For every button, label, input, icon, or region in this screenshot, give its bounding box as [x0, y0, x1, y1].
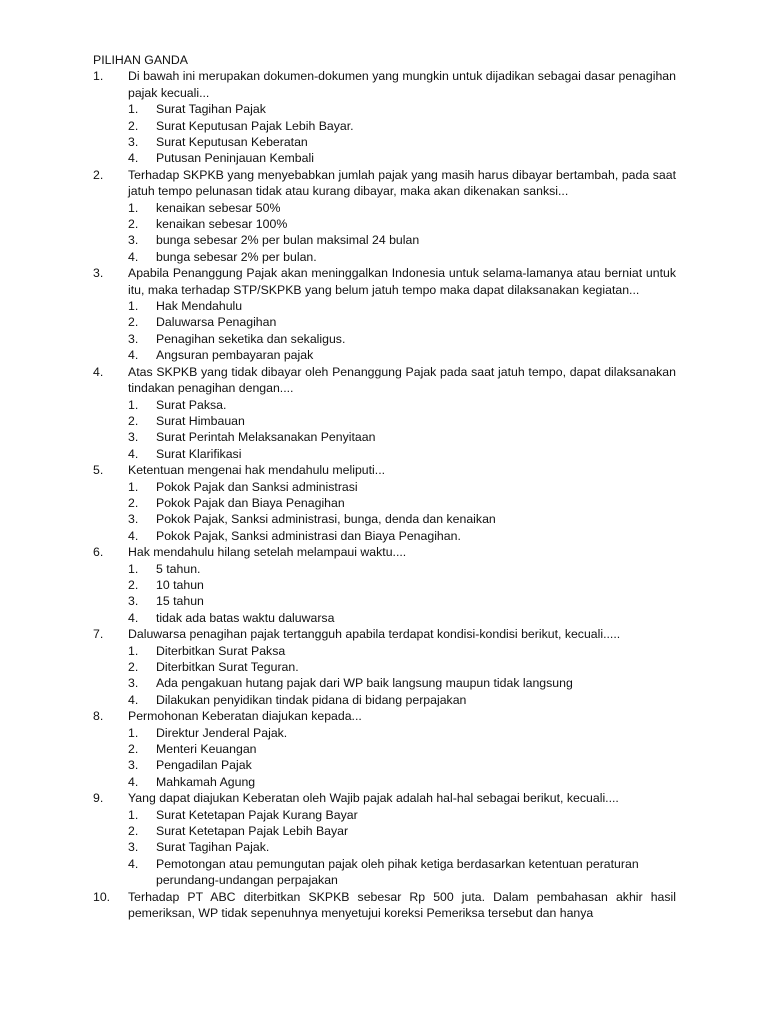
question-text: Yang dapat diajukan Keberatan oleh Wajib pajak adalah hal-hal sebagai berikut, kecuali.... [128, 791, 619, 806]
question-block [93, 364, 676, 462]
option-item [128, 397, 676, 413]
option-list [128, 298, 676, 364]
question-row [93, 265, 676, 298]
option-item [128, 741, 676, 757]
option-item [128, 298, 676, 314]
option-text: bunga sebesar 2% per bulan. [156, 249, 317, 264]
option-number: 4. [128, 856, 139, 871]
question-row [93, 889, 676, 922]
option-text: Hak Mendahulu [156, 299, 243, 314]
option-text: Surat Himbauan [156, 413, 245, 428]
question-number: 3. [93, 266, 104, 281]
option-item [128, 249, 676, 265]
option-text: Putusan Peninjauan Kembali [156, 151, 314, 166]
option-item [128, 839, 676, 855]
question-text: Atas SKPKB yang tidak dibayar oleh Penanggung Pajak pada saat jatuh tempo, dapat dilaksanakan tindakan penagihan dengan.... [128, 364, 676, 396]
option-list [128, 200, 676, 266]
option-text: Pokok Pajak dan Biaya Penagihan [156, 495, 345, 510]
option-text: tidak ada batas waktu daluwarsa [156, 610, 335, 625]
question-row [93, 626, 676, 642]
question-row [93, 544, 676, 560]
option-item [128, 856, 676, 889]
question-text: Di bawah ini merupakan dokumen-dokumen yang mungkin untuk dijadikan sebagai dasar penagihan pajak kecuali... [128, 69, 676, 100]
option-text: Diterbitkan Surat Paksa [156, 643, 286, 658]
option-text: Mahkamah Agung [156, 774, 256, 789]
option-text: Penagihan seketika dan sekaligus. [156, 331, 346, 346]
option-item [128, 725, 676, 741]
question-row [93, 68, 676, 101]
question-row [93, 364, 676, 397]
option-item [128, 446, 676, 462]
option-text: Pokok Pajak, Sanksi administrasi dan Biaya Penagihan. [156, 528, 461, 543]
option-text: Direktur Jenderal Pajak. [156, 725, 288, 740]
option-text: Surat Tagihan Pajak. [156, 840, 270, 855]
question-number: 8. [93, 709, 104, 724]
question-block [93, 544, 676, 626]
question-block [93, 889, 676, 922]
option-number: 3. [128, 758, 139, 773]
option-text: Pokok Pajak, Sanksi administrasi, bunga, denda dan kenaikan [156, 512, 496, 527]
option-number: 3. [128, 676, 139, 691]
option-number: 4. [128, 446, 139, 461]
question-block [93, 68, 676, 166]
option-number: 4. [128, 692, 139, 707]
option-text: Surat Ketetapan Pajak Lebih Bayar [156, 824, 349, 839]
question-number: 1. [93, 69, 104, 84]
option-number: 2. [128, 413, 139, 428]
question-number: 7. [93, 627, 104, 642]
option-item [128, 118, 676, 134]
option-item [128, 511, 676, 527]
option-text: Ada pengakuan hutang pajak dari WP baik langsung maupun tidak langsung [156, 676, 573, 691]
option-list [128, 643, 676, 709]
option-text: Daluwarsa Penagihan [156, 315, 277, 330]
option-item [128, 774, 676, 790]
option-number: 1. [128, 479, 139, 494]
option-text: Dilakukan penyidikan tindak pidana di bidang perpajakan [156, 692, 467, 707]
option-list [128, 807, 676, 889]
question-list [93, 68, 676, 921]
option-item [128, 331, 676, 347]
option-text: Surat Keputusan Keberatan [156, 135, 308, 150]
option-text: Pemotongan atau pemungutan pajak oleh pihak ketiga berdasarkan ketentuan peraturan perundang-undangan perpajakan [156, 856, 639, 888]
option-item [128, 495, 676, 511]
option-number: 1. [128, 807, 139, 822]
section-heading: PILIHAN GANDA [93, 53, 188, 67]
option-number: 2. [128, 660, 139, 675]
option-item [128, 314, 676, 330]
option-item [128, 101, 676, 117]
question-block [93, 265, 676, 363]
option-number: 4. [128, 348, 139, 363]
option-text: 15 tahun [156, 594, 204, 609]
option-item [128, 757, 676, 773]
option-number: 2. [128, 217, 139, 232]
option-item [128, 692, 676, 708]
question-text: Terhadap PT ABC diterbitkan SKPKB sebesar Rp 500 juta. Dalam pembahasan akhir hasil pemeriksan, WP tidak sepenuhnya menyetujui koreksi Pemeriksa tersebut dan hanya [128, 889, 676, 921]
option-text: Surat Paksa. [156, 397, 227, 412]
option-list [128, 397, 676, 463]
question-number: 9. [93, 791, 104, 806]
option-item [128, 577, 676, 593]
question-row [93, 790, 676, 806]
question-text: Apabila Penanggung Pajak akan meninggalkan Indonesia untuk selama-lamanya atau berniat untuk itu, maka terhadap STP/SKPKB yang belum jatuh tempo maka dapat dilaksanakan kegiatan... [128, 266, 676, 297]
option-number: 2. [128, 577, 139, 592]
option-list [128, 725, 676, 791]
option-item [128, 561, 676, 577]
option-text: Diterbitkan Surat Teguran. [156, 660, 299, 675]
question-block [93, 708, 676, 790]
option-item [128, 134, 676, 150]
option-item [128, 823, 676, 839]
question-text: Terhadap SKPKB yang menyebabkan jumlah pajak yang masih harus dibayar bertambah, pada saat jatuh tempo pelunasan tidak atau kurang dibayar, maka akan dikenakan sanksi... [128, 167, 676, 199]
option-number: 3. [128, 135, 139, 150]
option-list [128, 561, 676, 627]
option-text: Pokok Pajak dan Sanksi administrasi [156, 479, 358, 494]
option-number: 1. [128, 299, 139, 314]
question-block [93, 167, 676, 265]
option-number: 2. [128, 824, 139, 839]
option-list [128, 479, 676, 545]
option-list [128, 101, 676, 167]
option-item [128, 807, 676, 823]
option-item [128, 610, 676, 626]
option-item [128, 593, 676, 609]
option-number: 1. [128, 102, 139, 117]
option-number: 2. [128, 742, 139, 757]
option-number: 3. [128, 233, 139, 248]
option-text: Surat Tagihan Pajak [156, 102, 266, 117]
question-row [93, 462, 676, 478]
option-item [128, 643, 676, 659]
option-item [128, 216, 676, 232]
option-text: Surat Klarifikasi [156, 446, 242, 461]
option-number: 3. [128, 331, 139, 346]
option-number: 1. [128, 643, 139, 658]
option-text: Pengadilan Pajak [156, 758, 252, 773]
option-item [128, 200, 676, 216]
question-text: Permohonan Keberatan diajukan kepada... [128, 709, 362, 724]
option-number: 1. [128, 397, 139, 412]
option-text: 10 tahun [156, 577, 204, 592]
option-text: 5 tahun. [156, 561, 201, 576]
option-text: Surat Perintah Melaksanakan Penyitaan [156, 430, 376, 445]
option-number: 4. [128, 249, 139, 264]
option-item [128, 232, 676, 248]
option-item [128, 429, 676, 445]
option-text: Surat Keputusan Pajak Lebih Bayar. [156, 118, 354, 133]
option-item [128, 528, 676, 544]
option-number: 4. [128, 610, 139, 625]
question-block [93, 626, 676, 708]
option-number: 4. [128, 774, 139, 789]
option-item [128, 347, 676, 363]
option-number: 4. [128, 151, 139, 166]
question-row [93, 167, 676, 200]
option-text: kenaikan sebesar 50% [156, 200, 281, 215]
question-text: Daluwarsa penagihan pajak tertangguh apabila terdapat kondisi-kondisi berikut, kecuali..... [128, 627, 621, 642]
option-item [128, 150, 676, 166]
option-text: kenaikan sebesar 100% [156, 217, 288, 232]
question-number: 10. [93, 889, 111, 904]
option-number: 3. [128, 512, 139, 527]
question-number: 6. [93, 545, 104, 560]
option-item [128, 659, 676, 675]
question-text: Hak mendahulu hilang setelah melampaui waktu.... [128, 545, 407, 560]
option-number: 3. [128, 430, 139, 445]
option-text: Surat Ketetapan Pajak Kurang Bayar [156, 807, 358, 822]
option-item [128, 413, 676, 429]
question-number: 5. [93, 463, 104, 478]
option-text: Menteri Keuangan [156, 742, 257, 757]
option-number: 3. [128, 840, 139, 855]
option-number: 3. [128, 594, 139, 609]
option-number: 2. [128, 118, 139, 133]
question-block [93, 790, 676, 888]
option-item [128, 675, 676, 691]
question-text: Ketentuan mengenai hak mendahulu meliputi... [128, 463, 386, 478]
question-number: 4. [93, 364, 104, 379]
option-item [128, 479, 676, 495]
option-number: 1. [128, 561, 139, 576]
option-number: 1. [128, 725, 139, 740]
option-number: 1. [128, 200, 139, 215]
option-text: bunga sebesar 2% per bulan maksimal 24 bulan [156, 233, 420, 248]
option-number: 2. [128, 315, 139, 330]
option-number: 2. [128, 495, 139, 510]
question-number: 2. [93, 167, 104, 182]
option-number: 4. [128, 528, 139, 543]
question-block [93, 462, 676, 544]
option-text: Angsuran pembayaran pajak [156, 348, 314, 363]
question-row [93, 708, 676, 724]
